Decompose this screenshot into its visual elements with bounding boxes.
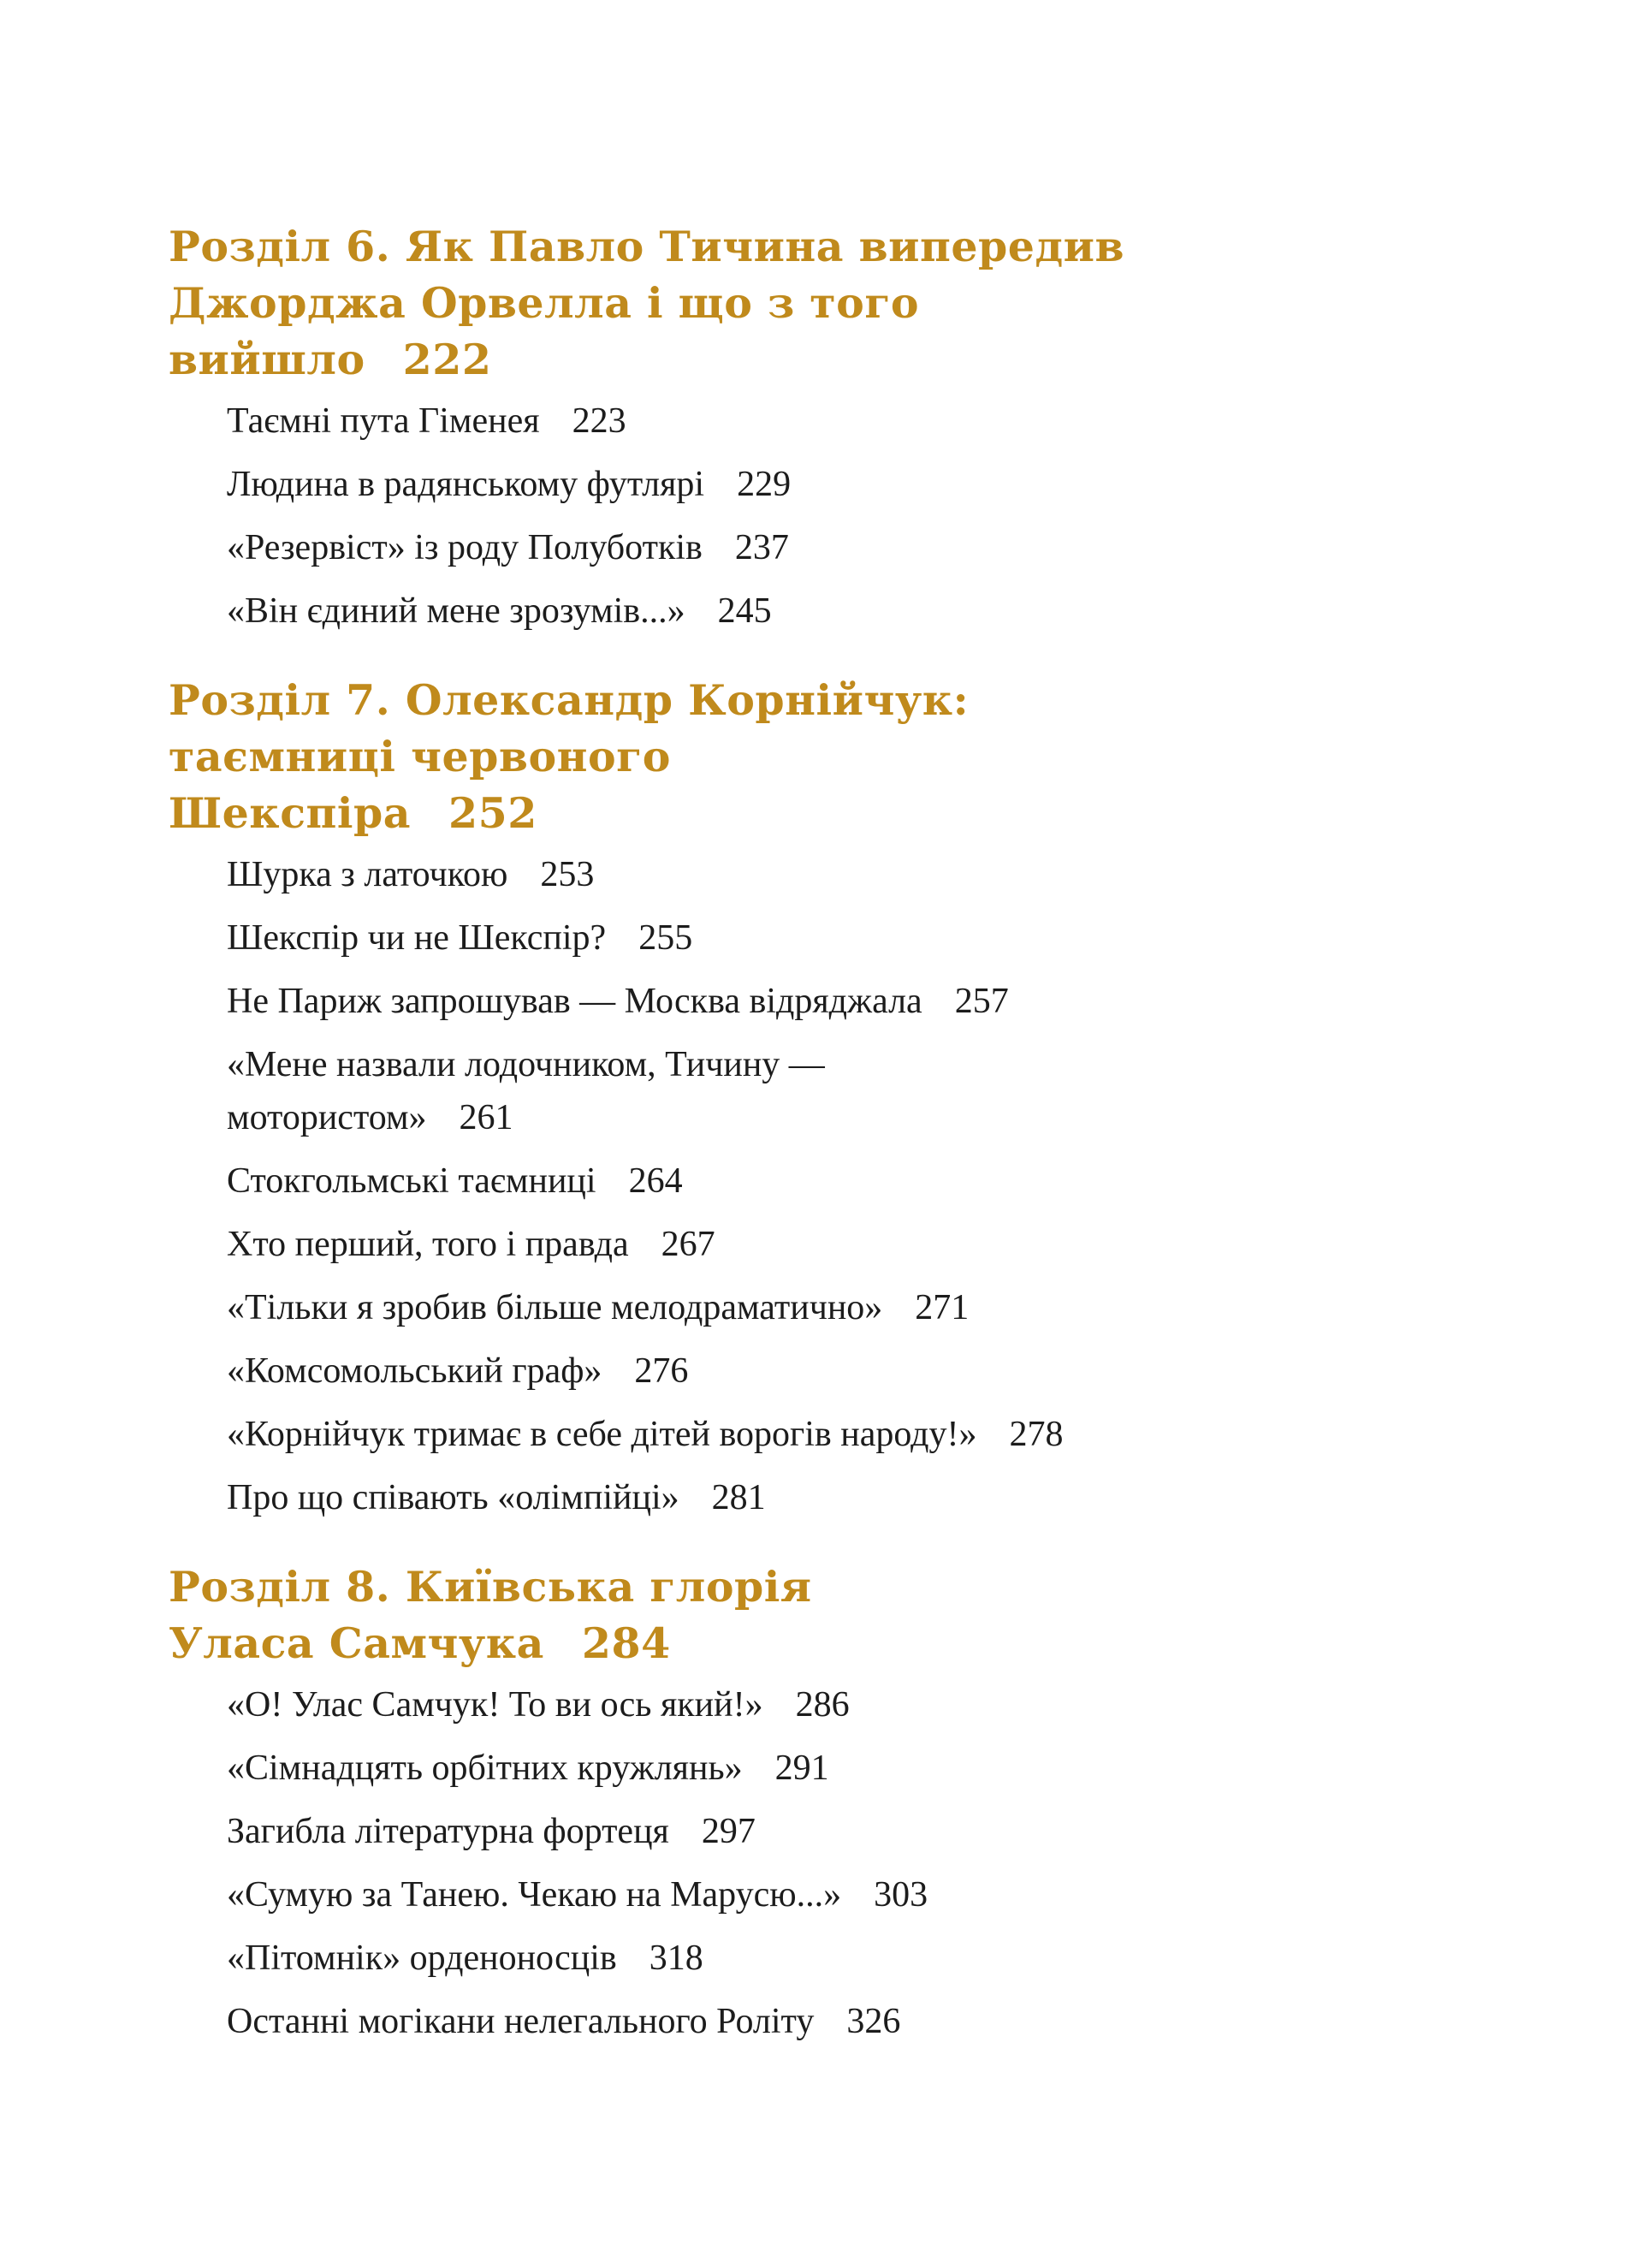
section-title: «О! Улас Самчук! То ви ось який!» bbox=[227, 1685, 763, 1725]
section-page-number: 326 bbox=[846, 2002, 901, 2041]
section-title: Стокгольмські таємниці bbox=[227, 1161, 596, 1201]
section-page-number: 281 bbox=[711, 1478, 766, 1517]
list-item bbox=[227, 1471, 1452, 1524]
chapter-title bbox=[169, 672, 1024, 841]
list-item bbox=[227, 1932, 1452, 1985]
chapter-page-number: 222 bbox=[402, 335, 492, 384]
section-page-number: 264 bbox=[628, 1161, 683, 1201]
list-item bbox=[227, 1742, 1452, 1795]
section-page-number: 267 bbox=[661, 1225, 715, 1264]
list-item bbox=[227, 1038, 963, 1144]
list-item bbox=[227, 458, 1452, 511]
section-title: «Тільки я зробив більше мелодраматично» bbox=[227, 1288, 883, 1327]
section-title: Загибла літературна фортеця bbox=[227, 1812, 669, 1851]
section-title: «Сумую за Танею. Чекаю на Марусю...» bbox=[227, 1875, 842, 1915]
list-item bbox=[227, 1155, 1452, 1208]
chapter-title-text: Розділ 7. Олександр Корнійчук: таємниці червоного Шекспіра bbox=[169, 675, 970, 838]
chapter-title-text: Розділ 6. Як Павло Тичина випередив Джорджа Орвелла і що з того вийшло bbox=[169, 222, 1125, 384]
list-item bbox=[227, 1805, 1452, 1858]
section-title: Шурка з латочкою bbox=[227, 855, 508, 894]
section-page-number: 229 bbox=[737, 465, 792, 504]
list-item bbox=[227, 1218, 1452, 1271]
list-item bbox=[227, 585, 1452, 638]
list-item bbox=[227, 1345, 1452, 1398]
list-item bbox=[227, 911, 1452, 965]
chapter-page-number: 284 bbox=[581, 1618, 671, 1668]
section-page-number: 297 bbox=[701, 1812, 756, 1851]
section-page-number: 291 bbox=[774, 1748, 829, 1788]
section-title: Останні могікани нелегального Роліту bbox=[227, 2002, 815, 2041]
section-page-number: 276 bbox=[634, 1351, 689, 1391]
chapter-page-number: 252 bbox=[448, 788, 537, 838]
section-title: Людина в радянському футлярі bbox=[227, 465, 705, 504]
chapter-title bbox=[169, 218, 1247, 388]
section-page-number: 261 bbox=[459, 1098, 513, 1137]
section-page-number: 318 bbox=[649, 1938, 703, 1978]
section-title: «Мене назвали лодочником, Тичину — мотористом» bbox=[227, 1045, 825, 1137]
section-page-number: 223 bbox=[572, 401, 626, 441]
chapter-7 bbox=[169, 672, 1452, 1524]
chapter-6 bbox=[169, 218, 1452, 638]
section-list bbox=[169, 1678, 1452, 2048]
section-list bbox=[169, 848, 1452, 1524]
list-item bbox=[227, 975, 1452, 1028]
section-page-number: 245 bbox=[717, 591, 772, 631]
section-title: Хто перший, того і правда bbox=[227, 1225, 629, 1264]
chapter-8 bbox=[169, 1559, 1452, 2048]
section-list bbox=[169, 395, 1452, 638]
table-of-contents bbox=[169, 218, 1452, 2048]
list-item bbox=[227, 1678, 1452, 1731]
section-page-number: 253 bbox=[540, 855, 595, 894]
section-page-number: 255 bbox=[638, 918, 693, 958]
section-title: «Сімнадцять орбітних кружлянь» bbox=[227, 1748, 743, 1788]
chapter-spacer bbox=[169, 1524, 1452, 1559]
section-title: «Комсомольський граф» bbox=[227, 1351, 602, 1391]
section-page-number: 237 bbox=[734, 528, 789, 567]
section-page-number: 278 bbox=[1009, 1415, 1064, 1454]
section-page-number: 303 bbox=[874, 1875, 928, 1915]
section-page-number: 286 bbox=[795, 1685, 850, 1725]
list-item bbox=[227, 1408, 1452, 1461]
list-item bbox=[227, 395, 1452, 448]
section-title: «Пітомнік» орденоносців bbox=[227, 1938, 617, 1978]
list-item bbox=[227, 1995, 1452, 2048]
section-title: «Корнійчук тримає в себе дітей ворогів народу!» bbox=[227, 1415, 977, 1454]
list-item bbox=[227, 848, 1452, 901]
section-title: Не Париж запрошував — Москва відряджала bbox=[227, 982, 922, 1021]
section-title: Про що співають «олімпійці» bbox=[227, 1478, 679, 1517]
section-page-number: 257 bbox=[954, 982, 1009, 1021]
section-page-number: 271 bbox=[915, 1288, 970, 1327]
section-title: «Він єдиний мене зрозумів...» bbox=[227, 591, 685, 631]
section-title: «Резервіст» із роду Полуботків bbox=[227, 528, 703, 567]
section-title: Таємні пута Гіменея bbox=[227, 401, 540, 441]
chapter-title bbox=[169, 1559, 956, 1671]
chapter-spacer bbox=[169, 638, 1452, 672]
list-item bbox=[227, 1868, 1452, 1921]
chapter-title-text: Розділ 8. Київська глорія Уласа Самчука bbox=[169, 1562, 812, 1668]
list-item bbox=[227, 1281, 1452, 1334]
section-title: Шекспір чи не Шекспір? bbox=[227, 918, 607, 958]
list-item bbox=[227, 521, 1452, 574]
